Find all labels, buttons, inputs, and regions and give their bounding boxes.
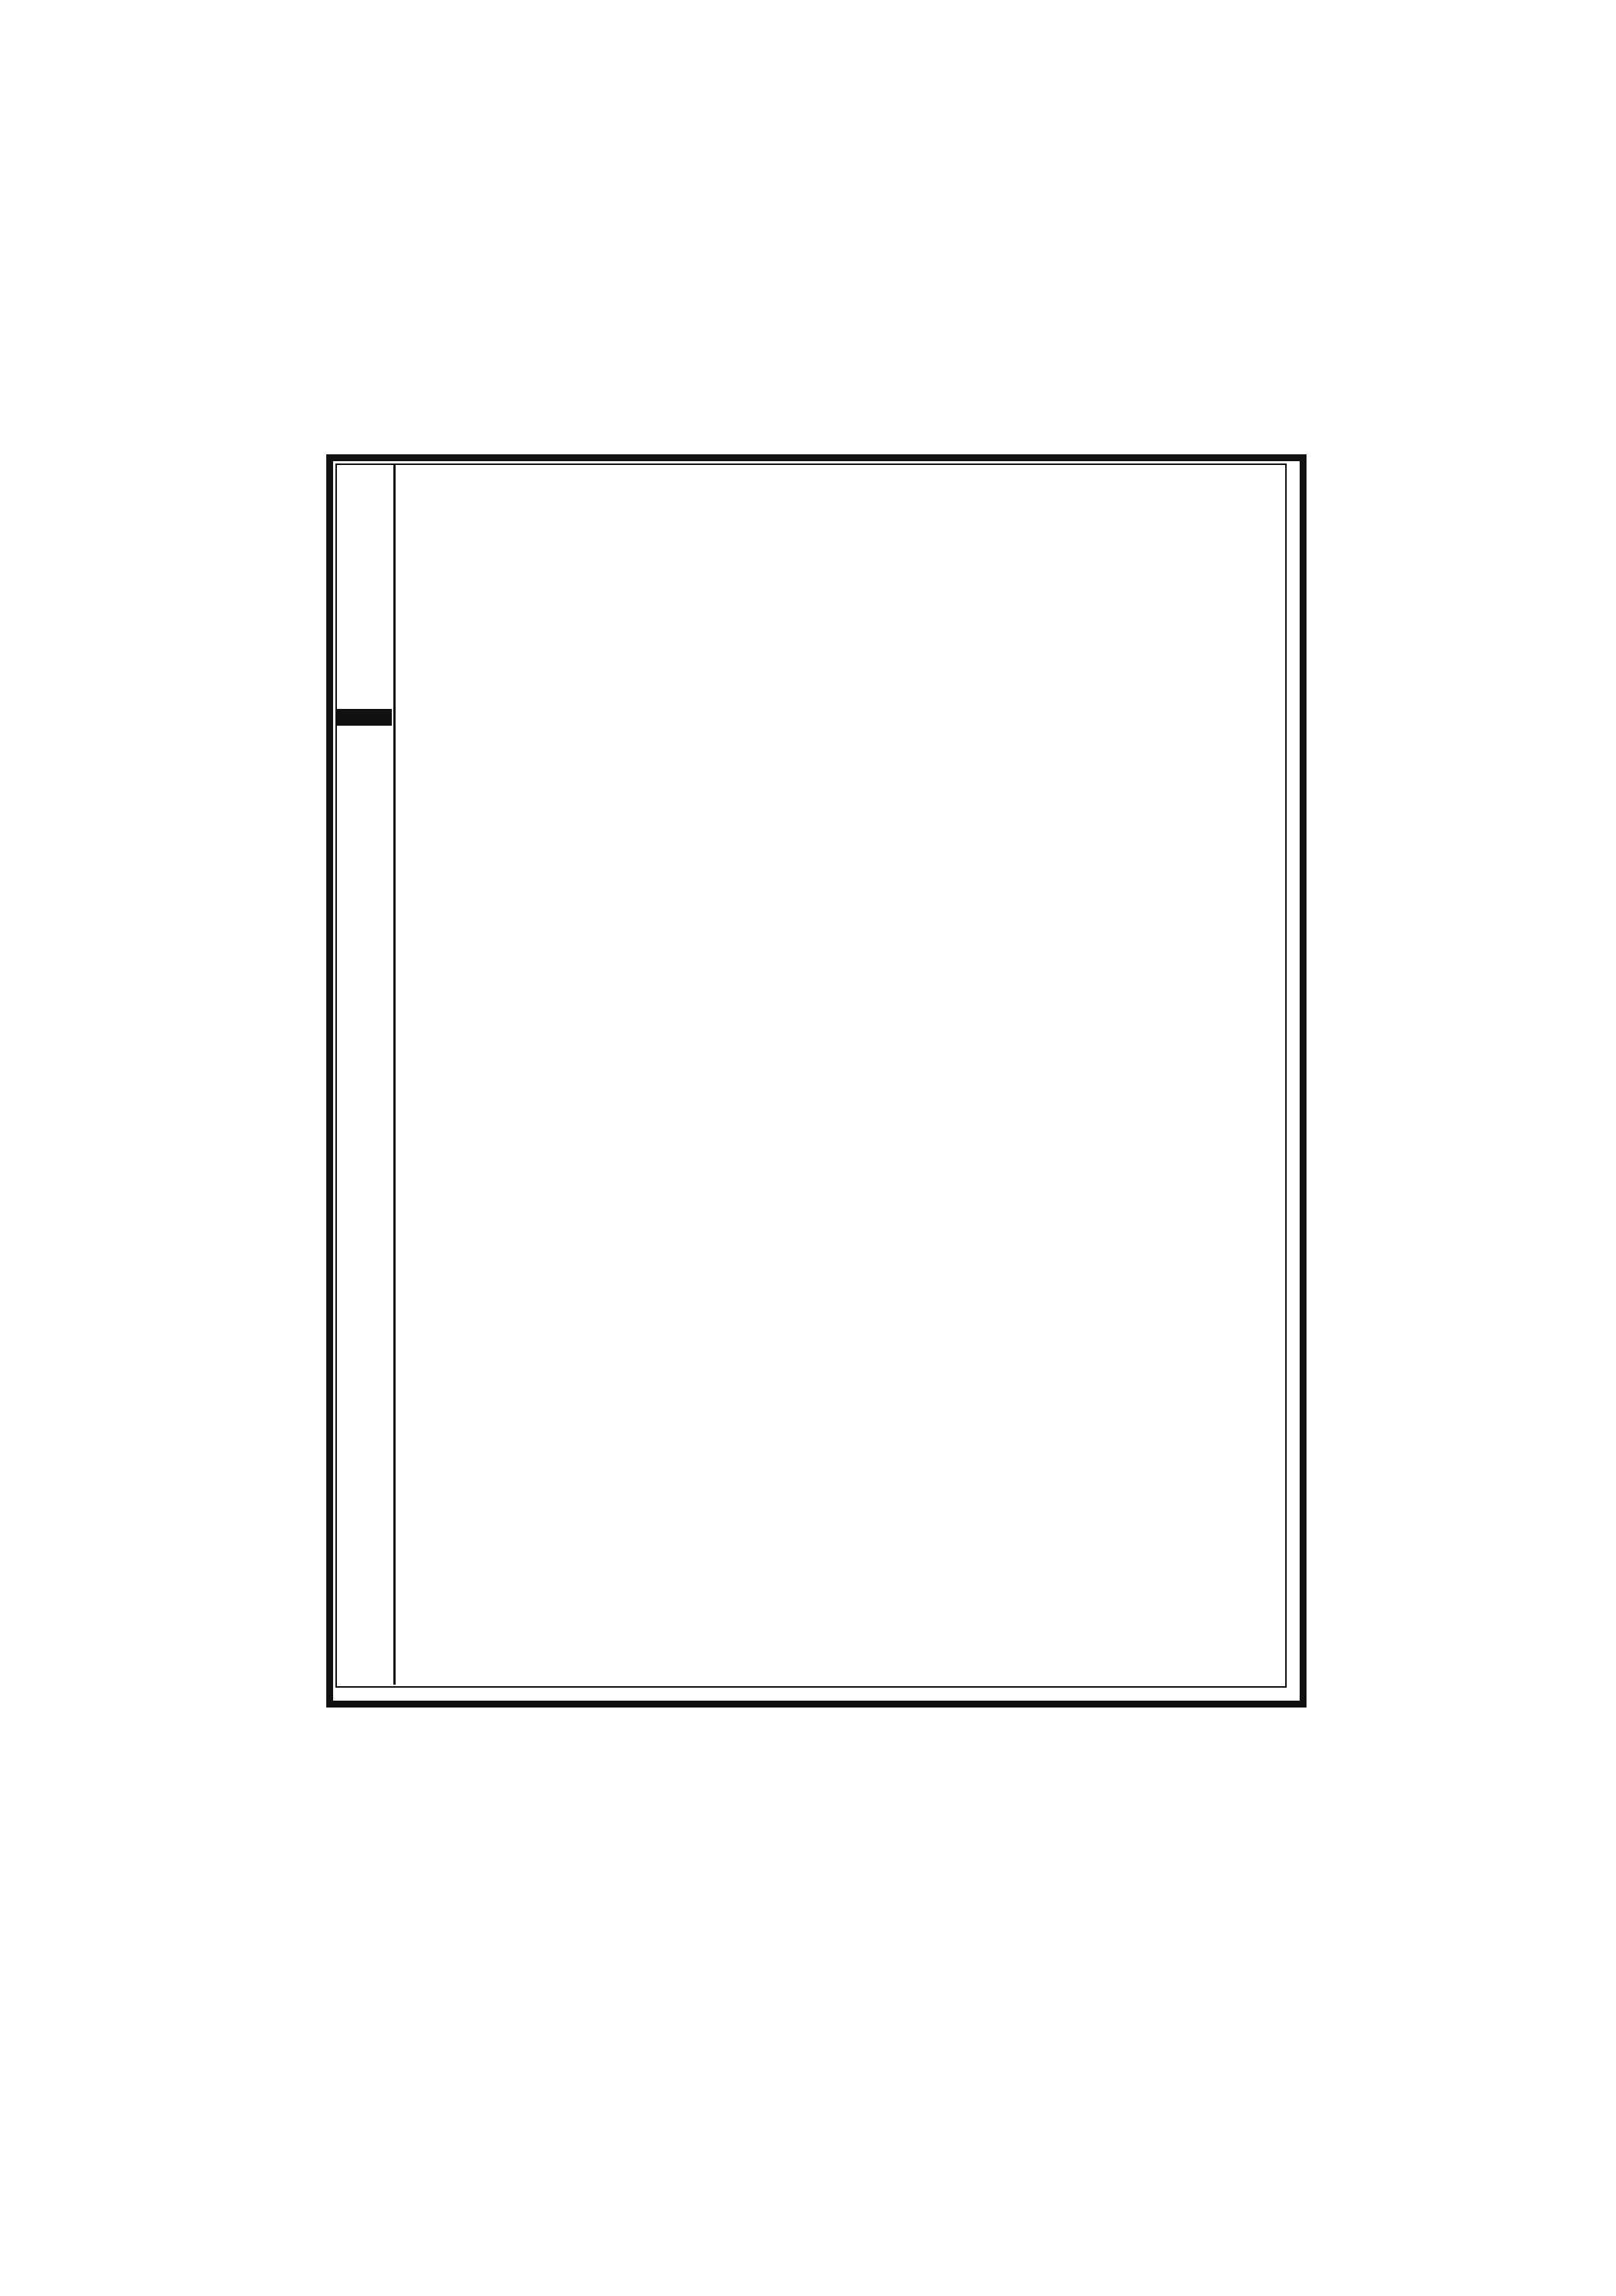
main-frame-inner: [335, 463, 1287, 1688]
gutter-bar: [337, 709, 392, 726]
gutter: [335, 463, 396, 1685]
